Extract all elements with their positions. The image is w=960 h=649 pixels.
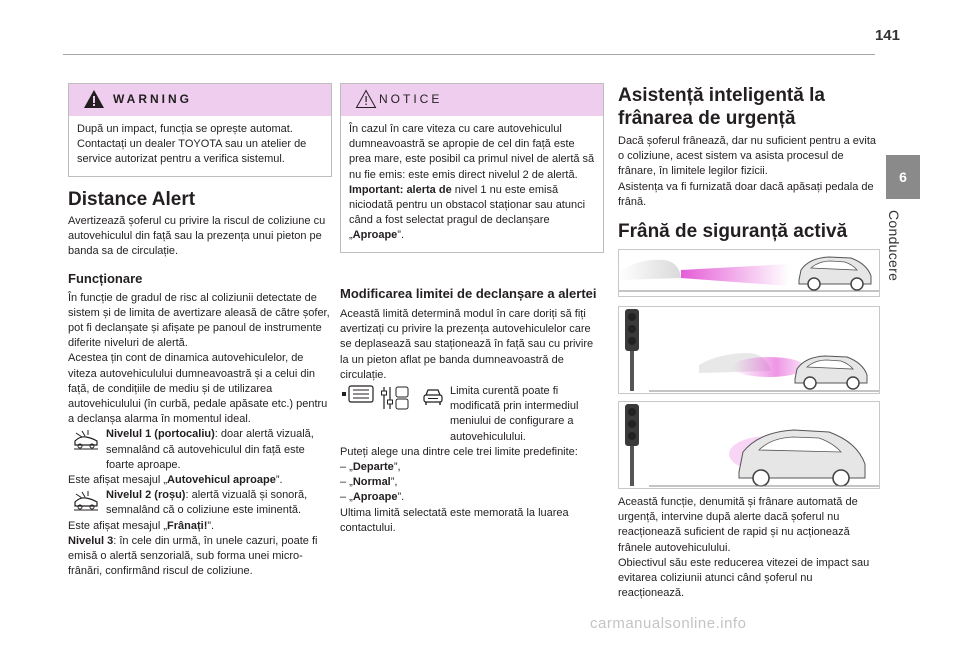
assist-text: Dacă șoferul frânează, dar nu suficient pentru a evita o coliziune, acest sistem va asista procesul de frânare, în limitele legilor fizicii. Asistența va fi furnizată doar dacă apăsați pedala de frână.	[618, 135, 877, 208]
vehicle-settings-icon	[380, 385, 410, 411]
modify-icon-text: Limita curentă poate fi modificată prin intermediul meniului de configurare a autovehiculului.	[450, 385, 579, 443]
level2-msg-prefix: Este afișat mesajul „	[68, 519, 168, 532]
active-brake-text: Această funcție, denumită și frânare automată de urgență, intervine după alerte dacă șoferul nu reacționează suficient de rapid și nu acționează frânele autovehiculului. Obiectivul său este reducerea vitezei de impact sau evitarea coliziunii atunci când șoferul nu reacționează.	[618, 496, 870, 600]
level2-msg-suffix: ”.	[207, 519, 215, 532]
modify-memo: Ultima limită selectată este memorată la luarea contactului.	[340, 506, 569, 534]
header-rule	[63, 54, 875, 55]
warning-triangle-icon	[83, 89, 105, 109]
assist-heading: Asistență inteligentă la frânarea de urgență	[618, 85, 825, 129]
level2-block	[68, 488, 330, 518]
modify-choose: Puteți alege una dintre cele trei limite predefinite:	[340, 445, 578, 458]
notice-text: În cazul în care viteza cu care autovehiculul dumneavoastră se apropie de cel din față este prea mare, este posibil ca primul nivel de alertă să nu fie emis: este emis direct nivelul 2 de alertă.	[349, 123, 595, 181]
level1-label: Nivelul 1 (portocaliu)	[106, 428, 215, 441]
level3-block	[68, 534, 330, 580]
notice-triangle-icon	[355, 89, 377, 109]
notice-header	[341, 84, 603, 116]
warning-text: După un impact, funcția se oprește automat. Contactați un dealer TOYOTA sau un atelier de service autorizat pentru a verifica sistemul.	[77, 123, 307, 166]
option-normal: – „Normal”,	[340, 476, 398, 489]
option-aproape: – „Aproape”.	[340, 491, 405, 504]
level1-msg-suffix: ”.	[275, 474, 283, 487]
function-text: În funcție de gradul de risc al coliziunii detectate de sistem și de limita de avertizare aleasă de către șofer, pot fi declanșate și afișate pe panoul de instrumente diferite niveluri de alertă. Acestea țin cont de dinamica autovehiculelor, de viteza autovehiculului dumneavoastră și a celui din față, de condițiile de mediu și de utilizarea autovehiculului (în curbă, pedale apăsate etc.) pentru a declanșa alarma în momentul ideal.	[68, 291, 330, 426]
notice-important-value: Aproape	[352, 229, 398, 242]
modify-heading: Modificarea limitei de declanșare a alertei	[340, 286, 597, 301]
level2-label: Nivelul 2 (roșu)	[106, 489, 186, 502]
level1-message	[68, 473, 330, 488]
distance-alert-section	[68, 188, 330, 579]
collision-warning-icon	[72, 490, 100, 512]
notice-title: NOTICE	[379, 92, 443, 106]
level2-msg: Frânați!	[167, 519, 208, 532]
chapter-label	[880, 210, 920, 330]
distance-alert-heading: Distance Alert	[68, 189, 196, 210]
notice-important-end: ”.	[397, 229, 405, 242]
car-front-icon	[422, 387, 444, 407]
active-brake-heading: Frână de siguranță activă	[618, 221, 848, 243]
chapter-tab[interactable]: 6	[886, 155, 920, 199]
level2-text: : alertă vizuală și sonoră, semnalând că o coliziune este iminentă.	[106, 489, 308, 517]
chapter-label-text: Conducere	[886, 210, 903, 282]
page-number: 141	[874, 27, 900, 44]
level1-msg-prefix: Este afișat mesajul „	[68, 474, 168, 487]
warning-title: WARNING	[113, 92, 192, 106]
level2-message	[68, 519, 330, 534]
option-aproape-label: Aproape	[352, 491, 398, 504]
notice-box	[340, 83, 604, 253]
active-brake-section	[618, 495, 880, 601]
notice-important-label: Important: alerta de	[349, 183, 452, 196]
modify-threshold-section	[340, 284, 602, 536]
illustration-traffic-light-stopped	[618, 401, 880, 489]
collision-warning-icon	[72, 429, 100, 451]
distance-alert-intro: Avertizează șoferul cu privire la riscul de coliziune cu autovehiculul din față sau la prezența unui pieton pe banda sa de circulație.	[68, 215, 326, 258]
level3-text: : în cele din urmă, în unele cazuri, poate fi emisă o alertă senzorială, sub forma unei micro-frânări, confirmând riscul de coliziune.	[68, 534, 318, 578]
warning-box	[68, 83, 332, 177]
level1-msg: Autovehicul aproape	[167, 474, 276, 487]
menu-screen-icon	[342, 385, 374, 403]
warning-header	[69, 84, 331, 116]
modify-icon-row	[340, 384, 602, 445]
assist-section	[618, 84, 880, 243]
notice-important-text: nivel 1 nu este emisă niciodată pentru un obstacol staționar sau atunci când a fost selectat pragul de declanșare „	[349, 183, 586, 242]
level1-text: : doar alertă vizuală, semnalând că autovehiculul din față este foarte aproape.	[106, 428, 314, 471]
modify-text: Această limită determină modul în care doriți să fiți avertizați cu privire la prezența autovehiculelor care se deplasează sau staționează în față sau cu privire la un pieton aflat pe banda dumneavoastră de circulație.	[340, 308, 594, 381]
option-normal-label: Normal	[352, 476, 391, 489]
notice-important	[349, 183, 595, 244]
illustration-traffic-light-braking	[618, 306, 880, 394]
illustration-car-following	[618, 249, 880, 297]
level1-block	[68, 427, 330, 473]
function-heading: Funcționare	[68, 270, 143, 286]
watermark: carmanualsonline.info	[590, 615, 747, 632]
option-departe: – „Departe”,	[340, 461, 401, 474]
option-departe-label: Departe	[352, 461, 394, 474]
level3-label: Nivelul 3	[68, 534, 114, 547]
